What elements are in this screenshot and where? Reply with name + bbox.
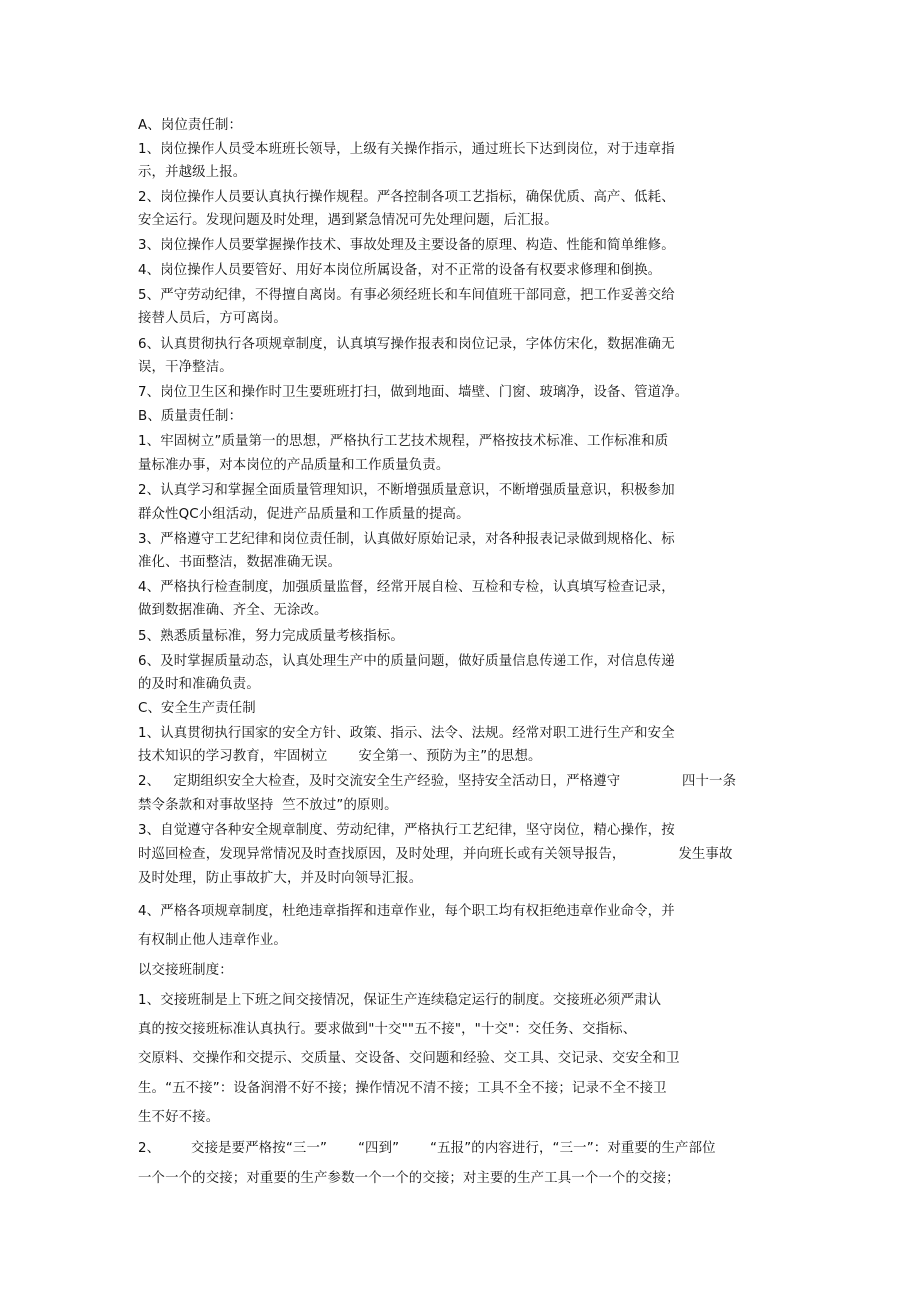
text-line: 生不好不接。 [138, 1110, 220, 1125]
text-line: 及时处理，防止事故扩大，并及时向领导汇报。 [138, 871, 423, 886]
text-line: 2、岗位操作人员要认真执行操作规程。严各控制各项工艺指标，确保优质、高产、低耗、 [138, 190, 675, 205]
text-line: 的及时和准确负责。 [138, 677, 260, 692]
text-line: 误，干净整洁。 [138, 360, 233, 375]
text-line: 准化、书面整洁，数据准确无误。 [138, 555, 342, 570]
text-line: 1、岗位操作人员受本班班长领导，上级有关操作指示，通过班长下达到岗位，对于违章指 [138, 142, 675, 157]
text-line: 真的按交接班标准认真执行。要求做到"十交""五不接"，"十交"：交任务、交指标、 [138, 1022, 637, 1037]
text-line: 4、严格各项规章制度，杜绝违章指挥和违章作业，每个职工均有权拒绝违章作业命令，并 [138, 904, 675, 919]
section-heading-a: A、岗位责任制： [138, 118, 243, 133]
text-line: 一个一个的交接；对重要的生产参数一个一个的交接；对主要的生产工具一个一个的交接； [138, 1171, 680, 1186]
text-line: 有权制止他人违章作业。 [138, 933, 287, 948]
text-line: 4、岗位操作人员要管好、用好本岗位所属设备，对不正常的设备有权要求修理和倒换。 [138, 263, 662, 278]
text-line: 安全运行。发现问题及时处理，遇到紧急情况可先处理问题，后汇报。 [138, 213, 558, 228]
text-line: 技术知识的学习教育，牢固树立 安全第一、预防为主”的思想。 [138, 749, 542, 764]
text-line: 群众性QC小组活动，促进产品质量和工作质量的提高。 [138, 507, 470, 522]
text-line: 3、自觉遵守各种安全规章制度、劳动纪律，严格执行工艺纪律，坚守岗位，精心操作，按 [138, 823, 675, 838]
text-line: 量标准办事，对本岗位的产品质量和工作质量负责。 [138, 458, 450, 473]
text-line: 5、严守劳动纪律，不得擅自离岗。有事必须经班长和车间值班干部同意，把工作妥善交给 [138, 288, 675, 303]
text-line: 接替人员后，方可离岗。 [138, 311, 287, 326]
text-line: 6、认真贯彻执行各项规章制度，认真填写操作报表和岗位记录，字体仿宋化，数据准确无 [138, 337, 675, 352]
section-heading-d: 以交接班制度： [138, 963, 233, 978]
section-heading-b: B、质量责任制： [138, 409, 243, 424]
text-line: 7、岗位卫生区和操作时卫生要班班打扫，做到地面、墙壁、门窗、玻璃净，设备、管道净。 [138, 385, 689, 400]
text-line: 1、交接班制是上下班之间交接情况，保证生产连续稳定运行的制度。交接班必须严肃认 [138, 993, 662, 1008]
text-line: 示，并越级上报。 [138, 165, 247, 180]
text-line: 5、熟悉质量标准，努力完成质量考核指标。 [138, 629, 404, 644]
text-line: 做到数据准确、齐全、无涂改。 [138, 603, 328, 618]
text-line: 2、 交接是要严格按“三一” “四到” “五报”的内容进行，“三一”：对重要的生产部位 [138, 1141, 716, 1156]
text-line: 1、认真贯彻执行国家的安全方针、政策、指示、法令、法规。经常对职工进行生产和安全 [138, 726, 675, 741]
text-line: 3、严格遵守工艺纪律和岗位责任制，认真做好原始记录，对各种报表记录做到规格化、标 [138, 532, 675, 547]
text-line: 生。“五不接”：设备润滑不好不接；操作情况不清不接；工具不全不接；记录不全不接卫 [138, 1081, 667, 1096]
text-line: 2、 定期组织安全大检查，及时交流安全生产经验，坚持安全活动日，严格遵守 四十一条 [138, 774, 737, 789]
text-line: 3、岗位操作人员要掌握操作技术、事故处理及主要设备的原理、构造、性能和简单维修。 [138, 238, 675, 253]
text-line: 交原料、交操作和交提示、交质量、交设备、交问题和经验、交工具、交记录、交安全和卫 [138, 1051, 680, 1066]
text-line: 禁令条款和对事故坚持 竺不放过”的原则。 [138, 798, 398, 813]
text-line: 4、严格执行检查制度，加强质量监督，经常开展自检、互检和专检，认真填写检查记录， [138, 580, 675, 595]
text-line: 2、认真学习和掌握全面质量管理知识，不断增强质量意识，不断增强质量意识，积极参加 [138, 483, 675, 498]
section-heading-c: C、安全生产责任制 [138, 701, 256, 716]
text-line: 6、及时掌握质量动态，认真处理生产中的质量问题，做好质量信息传递工作，对信息传递 [138, 654, 675, 669]
text-line: 时巡回检查，发现异常情况及时查找原因，及时处理，并向班长或有关领导报告， 发生事故 [138, 847, 733, 862]
text-line: 1、牢固树立”质量第一的思想，严格执行工艺技术规程，严格按技术标准、工作标准和质 [138, 434, 669, 449]
